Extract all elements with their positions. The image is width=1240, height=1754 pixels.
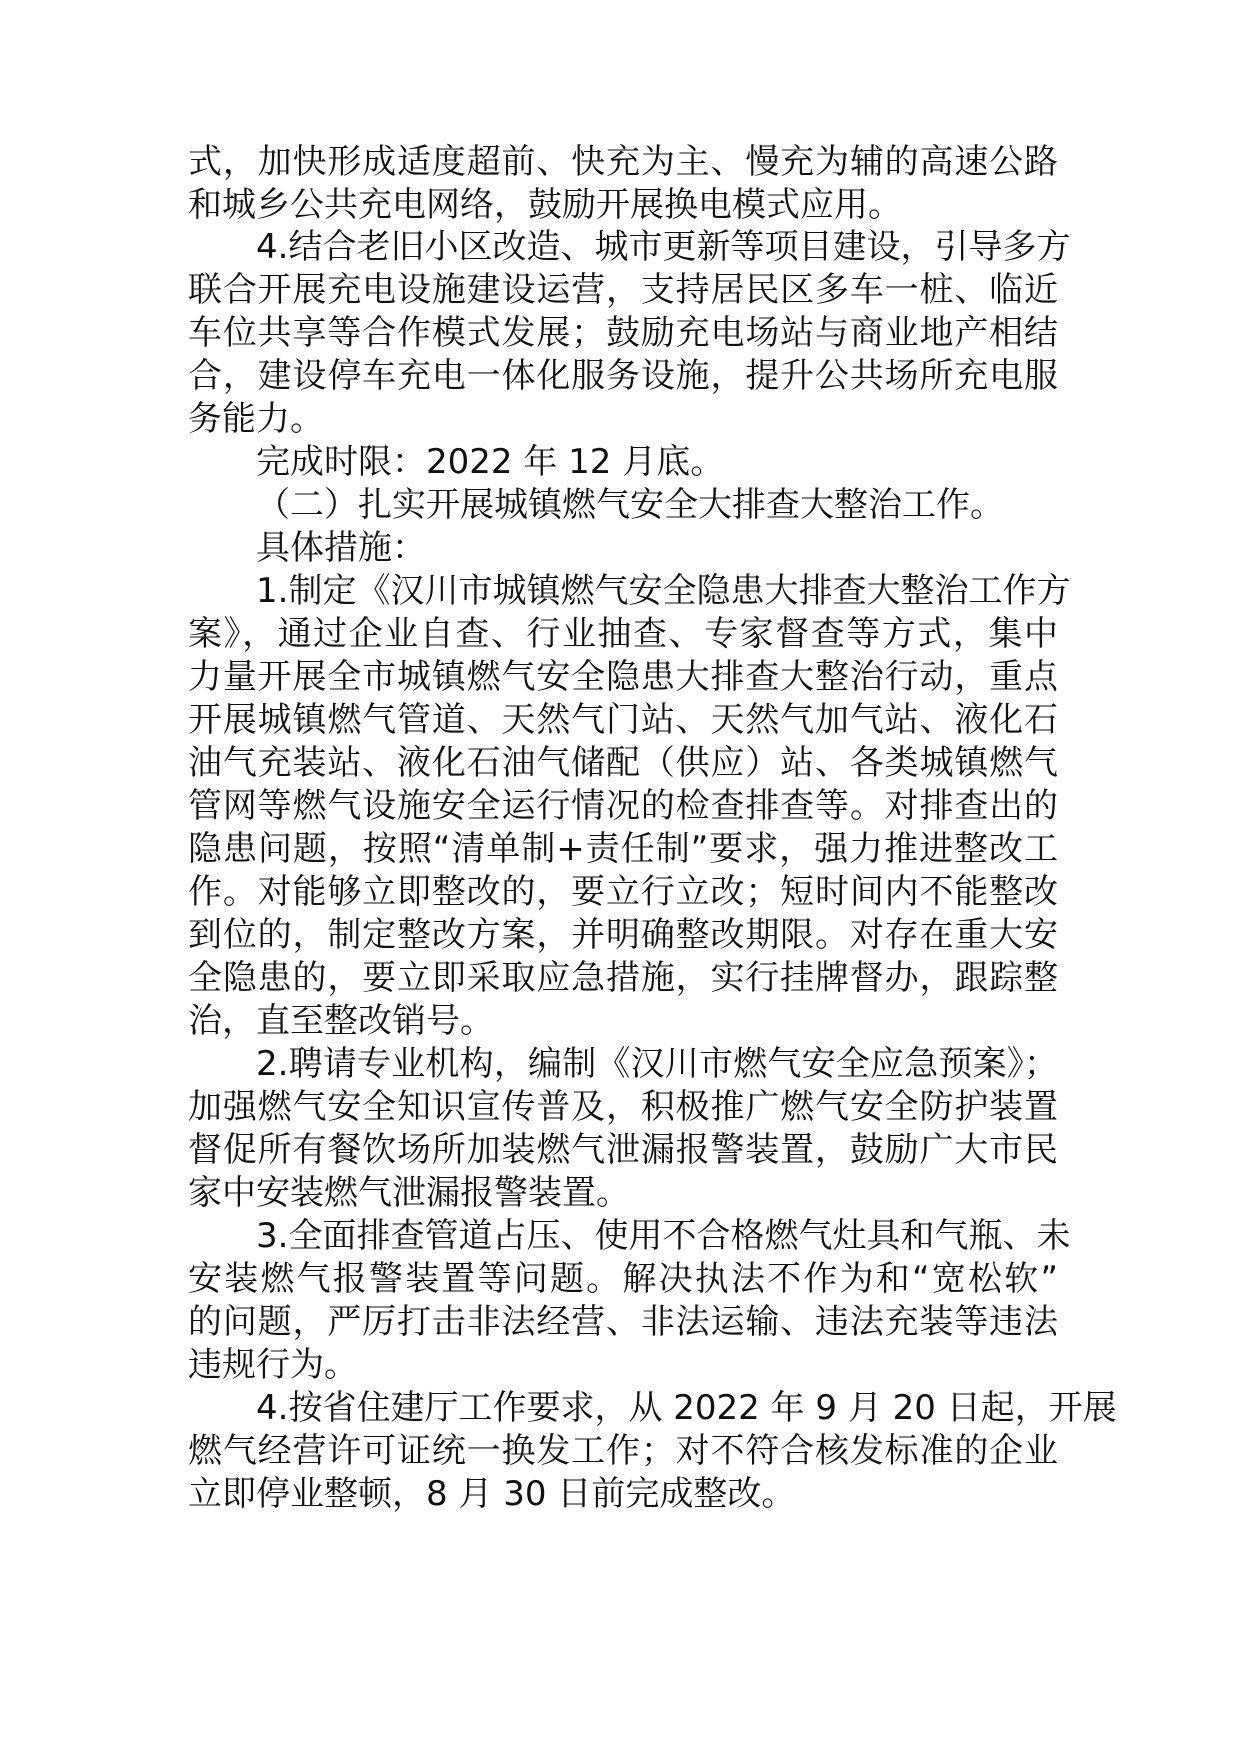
text-line: 式，加快形成适度超前、快充为主、慢充为辅的高速公路: [188, 142, 1058, 182]
text-line: 立即停业整顿，8 月 30 日前完成整改。: [188, 1474, 796, 1514]
text-line: 全隐患的，要立即采取应急措施，实行挂牌督办，跟踪整: [188, 958, 1058, 998]
text-line: 合，建设停车充电一体化服务设施，提升公共场所充电服: [188, 356, 1058, 396]
text-line: 到位的，制定整改方案，并明确整改期限。对存在重大安: [188, 915, 1058, 955]
text-line: 车位共享等合作模式发展；鼓励充电场站与商业地产相结: [188, 313, 1058, 353]
text-line: 治，直至整改销号。: [188, 1001, 494, 1041]
section-heading: （二）扎实开展城镇燃气安全大排查大整治工作。: [256, 485, 1004, 525]
text-line: 务能力。: [188, 399, 324, 439]
text-line: 联合开展充电设施建设运营，支持居民区多车一桩、临近: [188, 270, 1058, 310]
text-line: 家中安装燃气泄漏报警装置。: [188, 1173, 630, 1213]
text-line: 违规行为。: [188, 1345, 358, 1385]
text-line: 作。对能够立即整改的，要立行立改；短时间内不能整改: [188, 872, 1058, 912]
text-line: 4.结合老旧小区改造、城市更新等项目建设，引导多方: [256, 227, 1071, 267]
text-line: 加强燃气安全知识宣传普及，积极推广燃气安全防护装置: [188, 1087, 1058, 1127]
text-line: 和城乡公共充电网络，鼓励开展换电模式应用。: [188, 185, 902, 225]
text-line: 完成时限：2022 年 12 月底。: [256, 442, 725, 482]
text-line: 具体措施：: [256, 528, 426, 568]
text-line: 2.聘请专业机构，编制《汉川市燃气安全应急预案》；: [256, 1044, 1058, 1084]
text-line: 油气充装站、液化石油气储配（供应）站、各类城镇燃气: [188, 743, 1058, 783]
text-line: 管网等燃气设施安全运行情况的检查排查等。对排查出的: [188, 786, 1058, 826]
text-line: 安装燃气报警装置等问题。解决执法不作为和“宽松软”: [188, 1259, 1058, 1299]
text-line: 4.按省住建厅工作要求，从 2022 年 9 月 20 日起，开展: [256, 1388, 1117, 1428]
text-line: 案》，通过企业自查、行业抽查、专家督查等方式，集中: [188, 614, 1058, 654]
text-line: 开展城镇燃气管道、天然气门站、天然气加气站、液化石: [188, 700, 1058, 740]
text-line: 力量开展全市城镇燃气安全隐患大排查大整治行动，重点: [188, 657, 1058, 697]
text-line: 3.全面排查管道占压、使用不合格燃气灶具和气瓶、未: [256, 1216, 1071, 1256]
text-line: 的问题，严厉打击非法经营、非法运输、违法充装等违法: [188, 1302, 1058, 1342]
text-line: 督促所有餐饮场所加装燃气泄漏报警装置，鼓励广大市民: [188, 1130, 1058, 1170]
text-line: 隐患问题，按照“清单制+责任制”要求，强力推进整改工: [188, 829, 1058, 869]
text-line: 燃气经营许可证统一换发工作；对不符合核发标准的企业: [188, 1431, 1058, 1471]
text-line: 1.制定《汉川市城镇燃气安全隐患大排查大整治工作方: [256, 571, 1071, 611]
